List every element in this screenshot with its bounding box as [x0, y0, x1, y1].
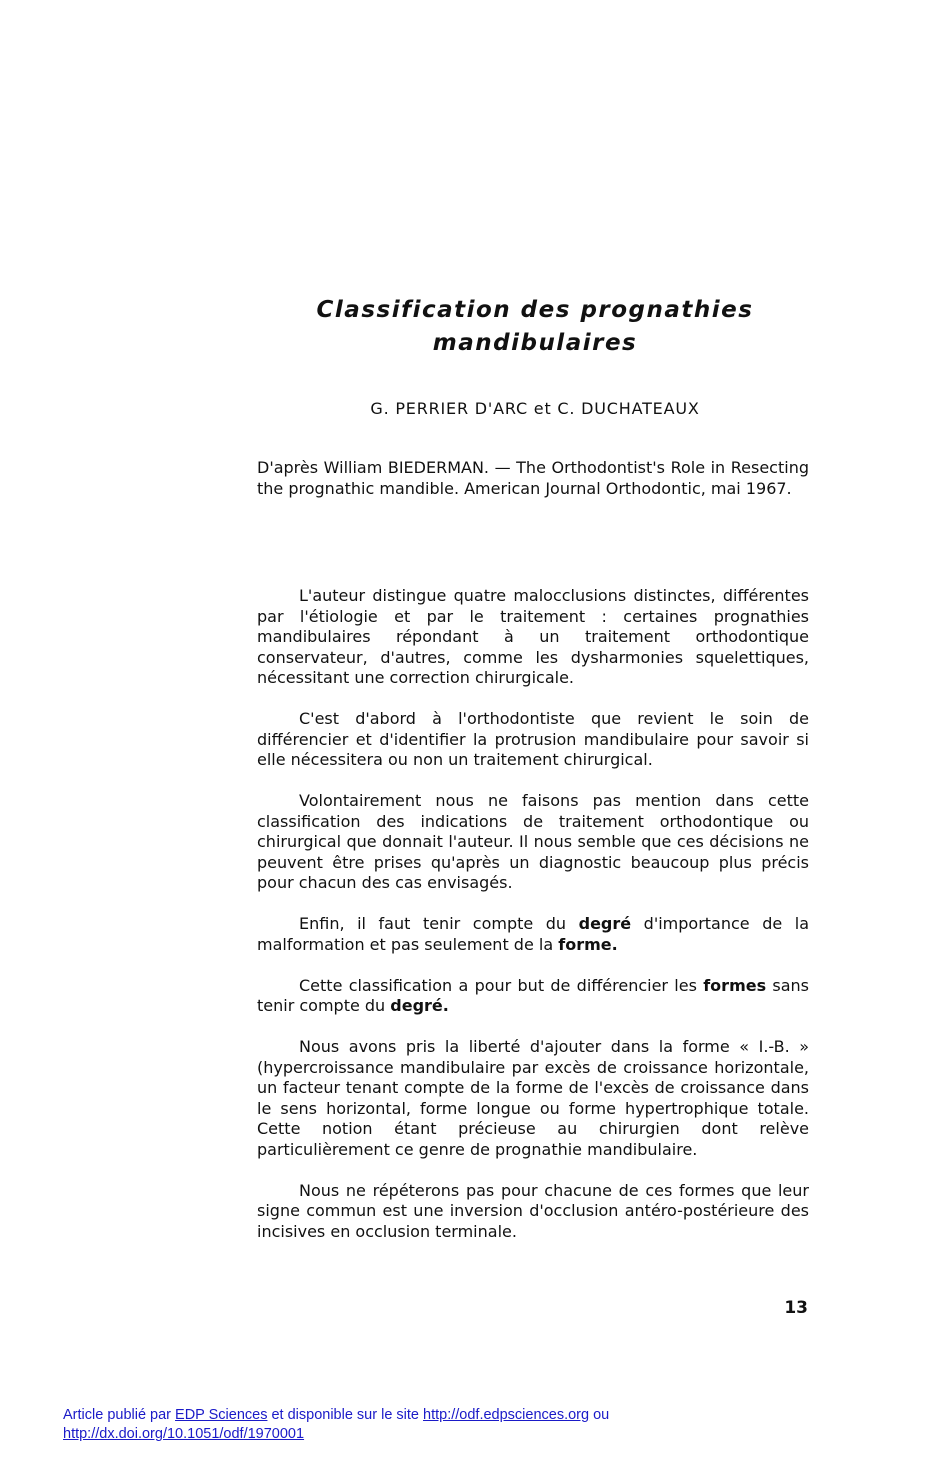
paragraph-text: Volontairement nous ne faisons pas mention dans cette classification des indications de traitement orthodontique ou chirurgical que donnait l'auteur. Il nous semble que ces décisions ne peuvent être prises qu'après un diagnostic beaucoup plus précis pour chacun des cas envisagés.	[257, 791, 809, 892]
paragraph-text: Nous avons pris la liberté d'ajouter dans la forme « I.-B. » (hypercroissance mandibulaire par excès de croissance horizontale, un facteur tenant compte de la forme de l'excès de croissance dans le sens horizontal, forme longue ou forme hypertrophique totale. Cette notion étant précieuse au chirurgien dont relève particulièrement ce genre de prognathie mandibulaire.	[257, 1037, 809, 1159]
publisher-link[interactable]: EDP Sciences	[175, 1407, 268, 1423]
body-paragraph	[257, 791, 809, 894]
article-title	[240, 294, 830, 360]
doi-link[interactable]: http://dx.doi.org/10.1051/odf/1970001	[63, 1426, 305, 1442]
footer-suffix: ou	[589, 1407, 610, 1423]
paragraph-text: sans tenir compte du	[257, 975, 810, 1015]
paragraph-text: L'auteur distingue quatre malocclusions distinctes, différentes par l'étiologie et par le traitement : certaines prognathies mandibulaires répondant à un traitement orthodontique conservateur, d'autres, comme les dysharmonies squelettiques, nécessitant une correction chirurgicale.	[257, 586, 809, 687]
publication-footer	[63, 1406, 863, 1444]
authors-line: G. PERRIER D'ARC et C. DUCHATEAUX	[370, 399, 700, 418]
emphasized-text: forme.	[558, 934, 618, 954]
paragraph-text: C'est d'abord à l'orthodontiste que revient le soin de différencier et d'identifier la protrusion mandibulaire pour savoir si elle nécessitera ou non un traitement chirurgical.	[257, 709, 809, 769]
article-body	[257, 586, 809, 1263]
body-paragraph	[257, 1037, 809, 1160]
body-paragraph	[257, 976, 809, 1017]
body-paragraph	[257, 709, 809, 771]
body-paragraph	[257, 1181, 809, 1243]
body-paragraph	[257, 586, 809, 689]
site-link[interactable]: http://odf.edpsciences.org	[423, 1407, 590, 1423]
source-reference: D'après William BIEDERMAN. — The Orthodontist's Role in Resecting the prognathic mandible. American Journal Orthodontic, mai 1967.	[257, 458, 809, 498]
paragraph-text: d'importance de la malformation et pas seulement de la	[257, 914, 809, 954]
emphasized-text: degré	[578, 914, 632, 933]
emphasized-text: degré.	[390, 996, 449, 1015]
paragraph-text: Enfin, il faut tenir compte du	[299, 914, 579, 933]
page-number: 13	[784, 1298, 808, 1318]
title-line-1: Classification des prognathies	[316, 297, 754, 323]
title-line-2: mandibulaires	[432, 330, 638, 356]
paragraph-text: Cette classification a pour but de différencier les	[299, 975, 704, 995]
emphasized-text: formes	[703, 975, 767, 995]
paragraph-text: Nous ne répéterons pas pour chacune de ces formes que leur signe commun est une inversion d'occlusion antéro-postérieure des incisives en occlusion terminale.	[257, 1180, 809, 1241]
body-paragraph	[257, 914, 809, 955]
footer-middle: et disponible sur le site	[267, 1407, 424, 1423]
footer-prefix: Article publié par	[63, 1407, 176, 1423]
